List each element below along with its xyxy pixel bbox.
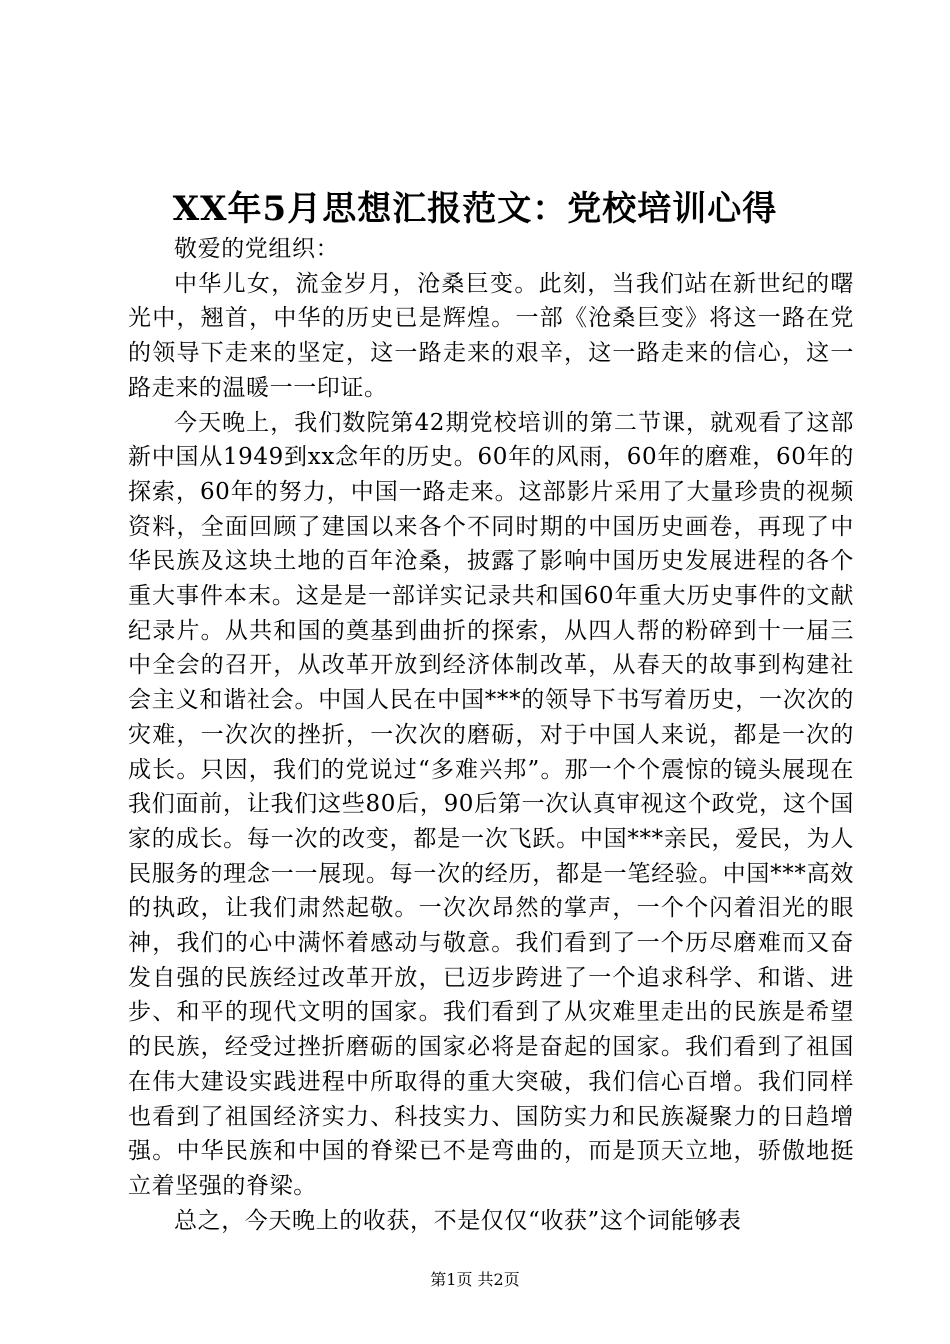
salutation: 敬爱的党组织： xyxy=(174,236,340,262)
paragraph-3: 总之，今天晚上的收获，不是仅仅“收获”这个词能够表 xyxy=(174,1207,742,1234)
page-footer: 第1页 共2页 xyxy=(430,1270,520,1289)
document-title: XX年5月思想汇报范文：党校培训心得 xyxy=(172,189,778,229)
paragraph-2: 今天晚上，我们数院第42期党校培训的第二节课，就观看了这部新中国从1949到xx念年的历史。60年的风雨，60年的磨难，60年的探索，60年的努力，中国一路走来。这部影片采用了大量珍贵的视频资料，全面回顾了建国以来各个不同时期的中国历史画卷，再现了中华民族及这块土地的百年沧桑，披露了影响中国历史发展进程的各个重大事件本末。这是是一部详实记录共和国60年重大历史事件的文献纪录片。从共和国的奠基到曲折的探索，从四人帮的粉碎到十一届三中全会的召开，从改革开放到经济体制改革，从春天的故事到构建社会主义和谐社会。中国人民在中国***的领导下书写着历史，一次次的灾难，一次次的挫折，一次次的磨砺，对于中国人来说，都是一次的成长。只因，我们的党说过“多难兴邦”。那一个个震惊的镜头展现在我们面前，让我们这些80后，90后第一次认真审视这个政党，这个国家的成长。每一次的改变，都是一次飞跃。中国***亲民，爱民，为人民服务的理念一一展现。每一次的经历，都是一笔经验。中国***高效的执政，让我们肃然起敬。一次次昂然的掌声，一个个闪着泪光的眼神，我们的心中满怀着感动与敬意。我们看到了一个历尽磨难而又奋发自强的民族经过改革开放，已迈步跨进了一个追求科学、和谐、进步、和平的现代文明的国家。我们看到了从灾难里走出的民族是希望的民族，经受过挫折磨砺的国家必将是奋起的国家。我们看到了祖国在伟大建设实践进程中所取得的重大突破，我们信心百增。我们同样也看到了祖国经济实力、科技实力、国防实力和民族凝聚力的日趋增强。中华民族和中国的脊梁已不是弯曲的，而是顶天立地，骄傲地挺立着坚强的脊梁。 xyxy=(128,409,854,1199)
document-body xyxy=(128,232,854,1238)
paragraph-1: 中华儿女，流金岁月，沧桑巨变。此刻，当我们站在新世纪的曙光中，翘首，中华的历史已是辉煌。一部《沧桑巨变》将这一路在党的领导下走来的坚定，这一路走来的艰辛，这一路走来的信心，这一路走来的温暖一一印证。 xyxy=(128,270,854,401)
